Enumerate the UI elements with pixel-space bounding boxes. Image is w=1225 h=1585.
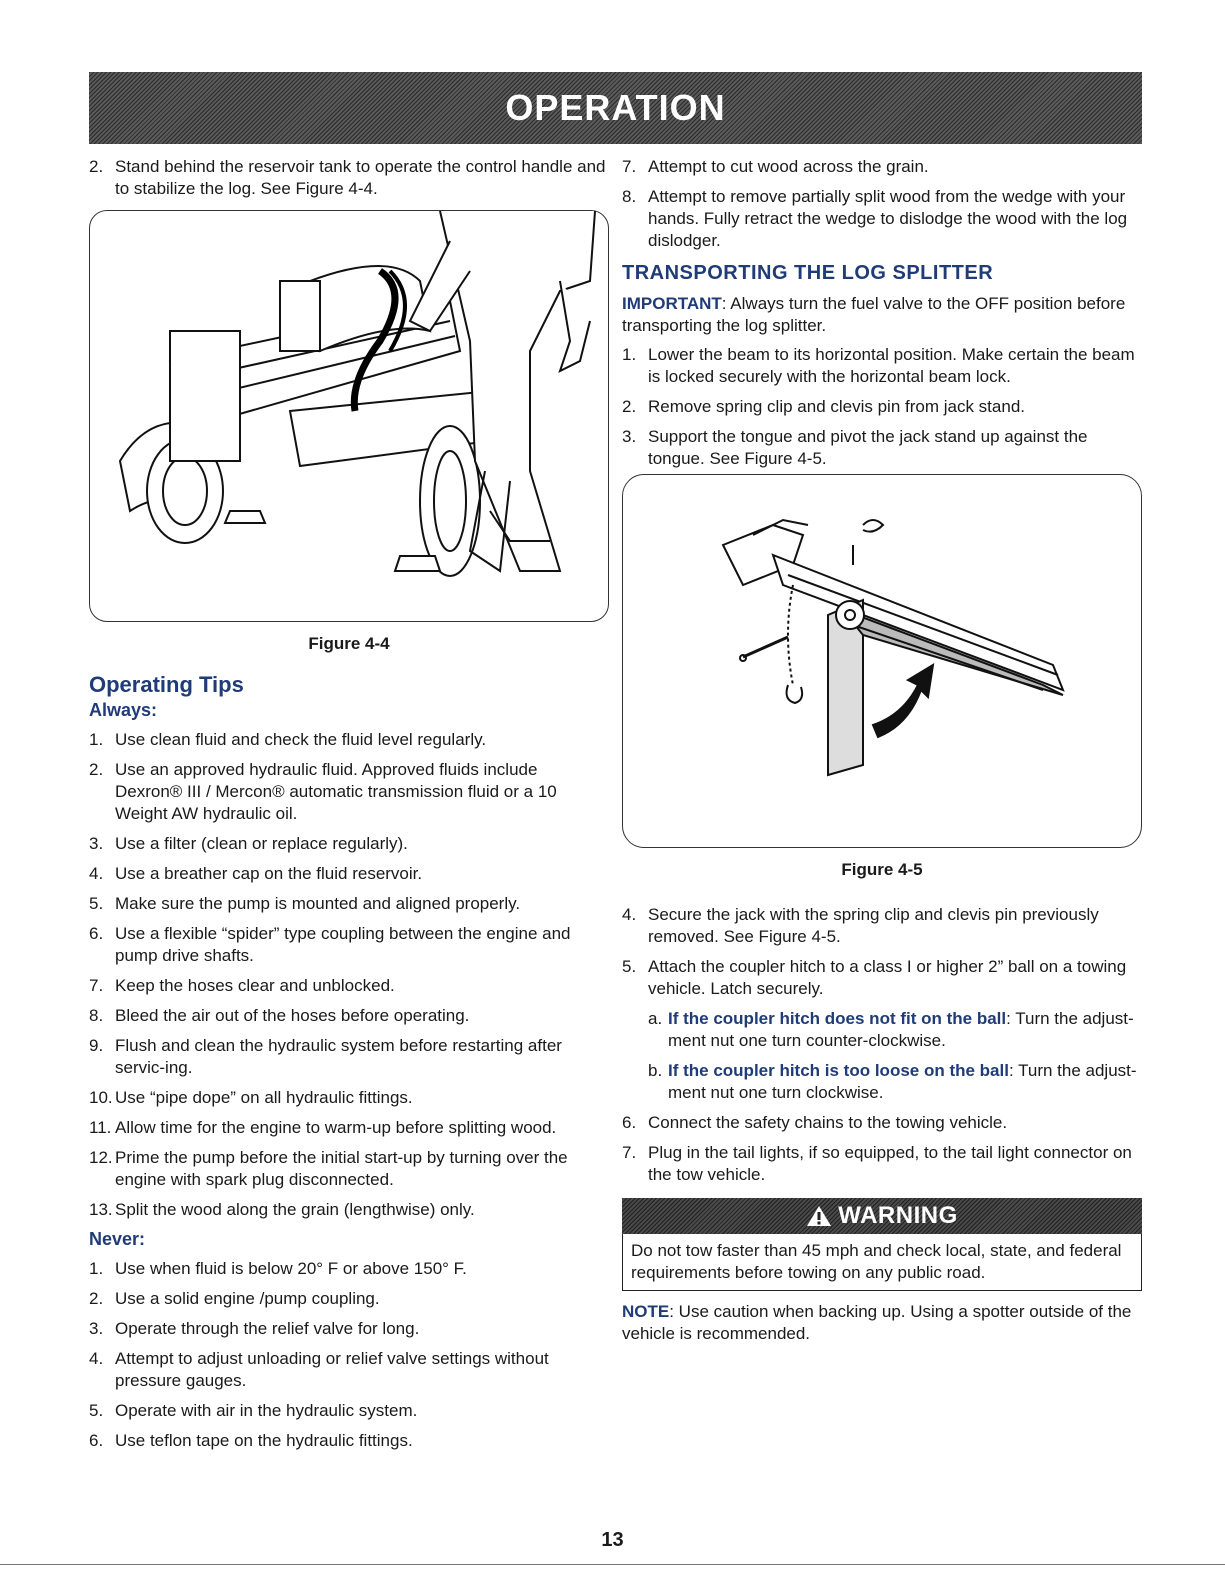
list-number: 5.	[89, 1401, 104, 1420]
list-item	[622, 186, 1142, 252]
list-text: Attach the coupler hitch to a class I or higher 2” ball on a towing vehicle. Latch securely.	[648, 957, 1127, 998]
list-item	[89, 1005, 609, 1027]
list-text: Plug in the tail lights, if so equipped, to the tail light connector on the tow vehicle.	[648, 1143, 1132, 1184]
list-number: 8.	[89, 1006, 104, 1025]
list-text: : Turn the adjust-ment nut one turn clockwise.	[668, 1061, 1137, 1102]
list-number: 5.	[89, 894, 104, 913]
list-number: 4.	[89, 864, 104, 883]
note-label: NOTE	[622, 1302, 670, 1321]
section-heading: TRANSPORTING THE LOG SPLITTER	[622, 262, 994, 284]
list-text: Use clean fluid and check the fluid level regularly.	[115, 730, 487, 749]
never-list	[89, 1258, 609, 1452]
important-label: IMPORTANT	[622, 294, 722, 313]
list-text: Operate with air in the hydraulic system.	[115, 1401, 418, 1420]
list-text: Use a breather cap on the fluid reservoir.	[115, 864, 423, 883]
list-number: 7.	[622, 157, 637, 176]
list-text: Operate through the relief valve for long.	[115, 1319, 420, 1338]
list-number: 8.	[622, 187, 637, 206]
substep-condition: If the coupler hitch does not fit on the ball	[668, 1009, 1007, 1028]
page-title: OPERATION	[505, 87, 726, 128]
warning-bar	[622, 1198, 1142, 1234]
list-number: 7.	[622, 1143, 637, 1162]
list-text: Lower the beam to its horizontal position. Make certain the beam is locked securely with the horizontal beam lock.	[648, 345, 1135, 386]
list-number: 10.	[89, 1088, 113, 1107]
list-item	[89, 759, 609, 825]
list-text: Prime the pump before the initial start-up by turning over the engine with spark plug disconnected.	[115, 1148, 568, 1189]
figure-4-4	[89, 210, 609, 622]
substep-condition: If the coupler hitch is too loose on the ball	[668, 1061, 1009, 1080]
list-number: 13.	[89, 1200, 113, 1219]
list-item	[89, 975, 609, 997]
list-number: 12.	[89, 1148, 113, 1167]
list-item	[622, 956, 1142, 1000]
subsection-heading: Never:	[89, 1229, 146, 1249]
list-number: b.	[648, 1061, 663, 1080]
list-text: Use a filter (clean or replace regularly).	[115, 834, 408, 853]
list-item	[622, 1112, 1142, 1134]
list-item	[89, 1258, 609, 1280]
list-item	[89, 1288, 609, 1310]
list-number: 6.	[622, 1113, 637, 1132]
warning-text: Do not tow faster than 45 mph and check local, state, and federal requirements before towing on any public road.	[622, 1234, 1142, 1291]
list-text: Secure the jack with the spring clip and clevis pin previously removed. See Figure 4-5.	[648, 905, 1099, 946]
list-text: : Turn the adjust-ment nut one turn counter-clockwise.	[668, 1009, 1134, 1050]
left-column	[89, 156, 609, 1460]
list-text: Connect the safety chains to the towing vehicle.	[648, 1113, 1008, 1132]
list-text: Make sure the pump is mounted and aligned properly.	[115, 894, 521, 913]
list-text: Use an approved hydraulic fluid. Approved fluids include Dexron® III / Mercon® automatic transmission fluid or a 10 Weight AW hydraulic oil.	[115, 760, 557, 823]
note-text: : Use caution when backing up. Using a spotter outside of the vehicle is recommended.	[622, 1302, 1132, 1343]
list-number: a.	[648, 1009, 663, 1028]
list-item	[89, 156, 609, 200]
list-item	[622, 396, 1142, 418]
list-item	[89, 923, 609, 967]
list-text: Keep the hoses clear and unblocked.	[115, 976, 395, 995]
note-paragraph	[622, 1301, 1142, 1345]
list-number: 6.	[89, 1431, 104, 1450]
list-item	[89, 1035, 609, 1079]
list-text: Remove spring clip and clevis pin from jack stand.	[648, 397, 1025, 416]
warning-triangle-icon	[806, 1204, 832, 1228]
substep-list	[622, 1008, 1142, 1104]
always-list	[89, 729, 609, 1221]
list-number: 3.	[89, 834, 104, 853]
list-item	[89, 1318, 609, 1340]
list-item	[622, 426, 1142, 470]
list-item	[89, 863, 609, 885]
list-number: 6.	[89, 924, 104, 943]
figure-caption: Figure 4-4	[308, 634, 390, 653]
list-item	[622, 344, 1142, 388]
important-text: : Always turn the fuel valve to the OFF position before transporting the log splitter.	[622, 294, 1126, 335]
right-column	[622, 156, 1142, 1352]
warning-title: WARNING	[838, 1202, 958, 1229]
list-item	[648, 1060, 1142, 1104]
list-item	[89, 729, 609, 751]
list-text: Use a solid engine /pump coupling.	[115, 1289, 380, 1308]
list-text: Flush and clean the hydraulic system before restarting after servic-ing.	[115, 1036, 562, 1077]
list-number: 2.	[622, 397, 637, 416]
list-number: 3.	[622, 427, 637, 446]
list-number: 1.	[622, 345, 637, 364]
list-text: Attempt to remove partially split wood from the wedge with your hands. Fully retract the wedge to dislodge the wood with the log dislodger.	[648, 187, 1128, 250]
list-text: Attempt to adjust unloading or relief valve settings without pressure gauges.	[115, 1349, 549, 1390]
figure-4-5	[622, 474, 1142, 848]
list-text: Support the tongue and pivot the jack stand up against the tongue. See Figure 4-5.	[648, 427, 1088, 468]
bottom-rule	[0, 1564, 1225, 1565]
list-item	[622, 156, 1142, 178]
list-number: 2.	[89, 157, 104, 176]
list-number: 2.	[89, 1289, 104, 1308]
list-number: 7.	[89, 976, 104, 995]
list-item	[89, 1199, 609, 1221]
list-item	[89, 1400, 609, 1422]
list-item	[89, 1087, 609, 1109]
list-text: Stand behind the reservoir tank to operate the control handle and to stabilize the log. See Figure 4-4.	[115, 157, 606, 198]
list-number: 1.	[89, 730, 104, 749]
figure-caption: Figure 4-5	[841, 860, 923, 879]
list-item	[89, 833, 609, 855]
warning-box	[622, 1198, 1142, 1291]
list-item	[622, 1142, 1142, 1186]
list-number: 9.	[89, 1036, 104, 1055]
list-number: 5.	[622, 957, 637, 976]
header-bar	[89, 72, 1142, 144]
subsection-heading: Always:	[89, 700, 158, 720]
list-text: Split the wood along the grain (lengthwise) only.	[115, 1200, 475, 1219]
list-number: 3.	[89, 1319, 104, 1338]
list-item	[622, 904, 1142, 948]
list-number: 4.	[89, 1349, 104, 1368]
list-text: Allow time for the engine to warm-up before splitting wood.	[115, 1118, 557, 1137]
list-text: Use when fluid is below 20° F or above 150° F.	[115, 1259, 467, 1278]
list-item	[89, 893, 609, 915]
list-item	[89, 1430, 609, 1452]
list-text: Use “pipe dope” on all hydraulic fittings.	[115, 1088, 413, 1107]
list-text: Bleed the air out of the hoses before operating.	[115, 1006, 470, 1025]
section-heading: Operating Tips	[89, 672, 244, 697]
list-text: Use teflon tape on the hydraulic fittings.	[115, 1431, 413, 1450]
list-text: Attempt to cut wood across the grain.	[648, 157, 929, 176]
list-text: Use a flexible “spider” type coupling between the engine and pump drive shafts.	[115, 924, 571, 965]
list-item	[89, 1348, 609, 1392]
list-number: 2.	[89, 760, 104, 779]
page-number: 13	[601, 1529, 624, 1551]
list-item	[89, 1117, 609, 1139]
list-item	[648, 1008, 1142, 1052]
list-number: 4.	[622, 905, 637, 924]
jack-stand-pivot-illustration	[623, 475, 1141, 845]
list-item	[89, 1147, 609, 1191]
log-splitter-operator-illustration	[90, 211, 608, 619]
list-number: 11.	[89, 1118, 112, 1137]
list-number: 1.	[89, 1259, 104, 1278]
important-paragraph	[622, 293, 1142, 337]
